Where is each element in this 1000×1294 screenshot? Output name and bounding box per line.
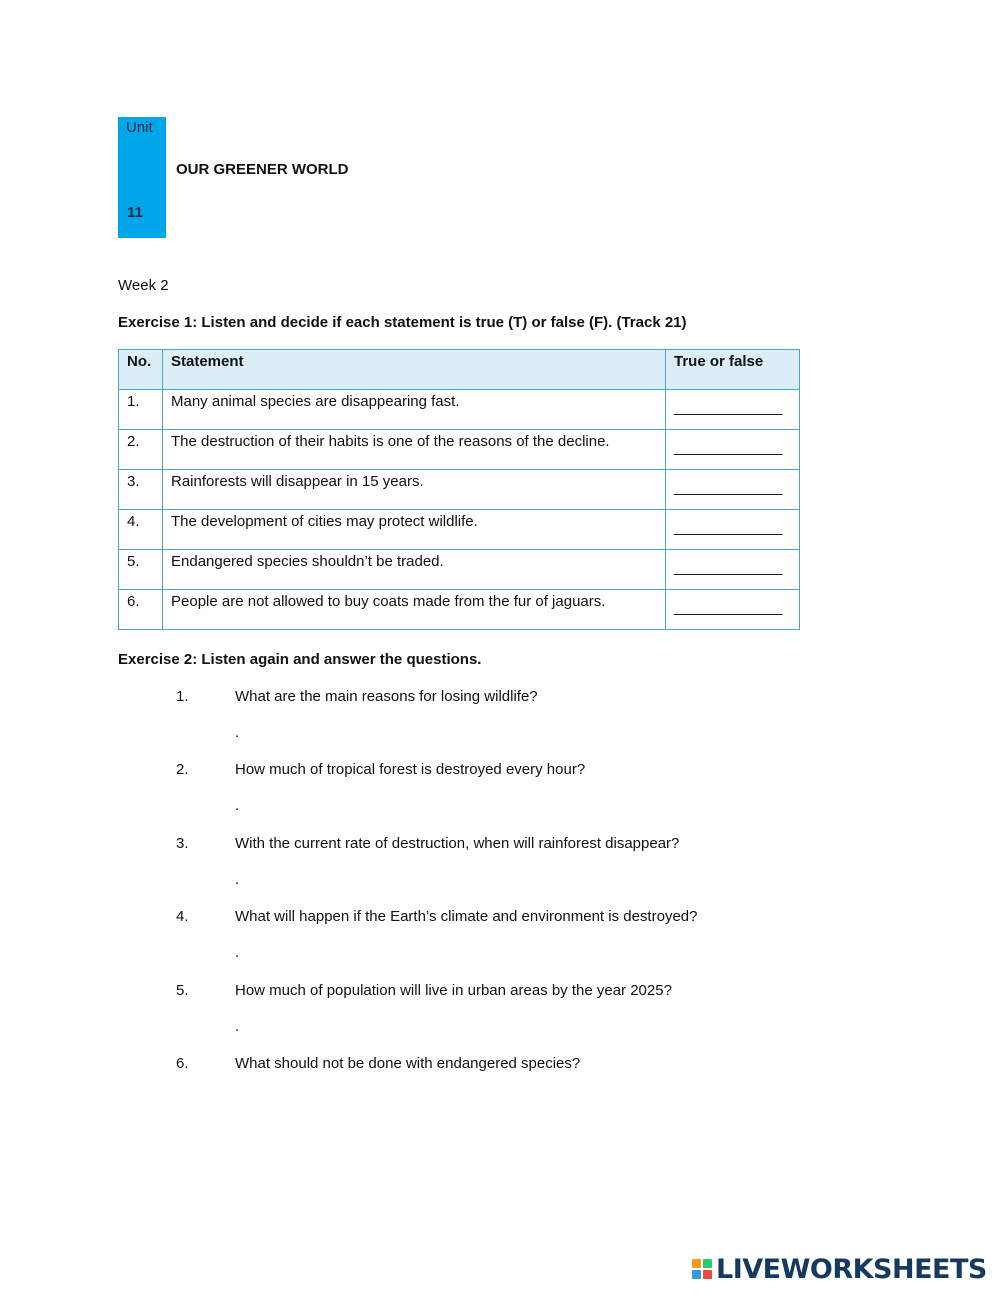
answer-blank[interactable]: _____________	[666, 550, 800, 590]
logo-square-icon	[703, 1270, 712, 1279]
question-text: With the current rate of destruction, when will rainforest disappear?	[235, 834, 680, 852]
answer-blank[interactable]: _____________	[666, 510, 800, 550]
table-row	[119, 390, 800, 430]
question-text: What should not be done with endangered species?	[235, 1054, 581, 1072]
liveworksheets-logo	[692, 1253, 987, 1285]
table-row	[119, 510, 800, 550]
answer-field[interactable]: .	[235, 724, 240, 741]
row-number: 4.	[119, 510, 163, 550]
answer-blank[interactable]: _____________	[666, 430, 800, 470]
question-number: 3.	[176, 834, 189, 852]
table-row	[119, 430, 800, 470]
logo-square-icon	[703, 1259, 712, 1268]
week-label: Week 2	[118, 277, 169, 294]
logo-text: LIVEWORKSHEETS	[716, 1253, 987, 1285]
table-row	[119, 590, 800, 630]
row-number: 5.	[119, 550, 163, 590]
answer-field[interactable]: .	[235, 944, 240, 962]
row-statement: People are not allowed to buy coats made from the fur of jaguars.	[163, 590, 666, 630]
question-number: 6.	[176, 1054, 189, 1072]
row-statement: Endangered species shouldn’t be traded.	[163, 550, 666, 590]
row-number: 3.	[119, 470, 163, 510]
question-text: How much of population will live in urban areas by the year 2025?	[235, 981, 672, 999]
unit-number: 11	[127, 204, 143, 221]
true-false-table	[118, 349, 800, 630]
answer-field[interactable]: .	[235, 870, 240, 888]
row-statement: Many animal species are disappearing fast.	[163, 390, 666, 430]
answer-blank[interactable]: _____________	[666, 390, 800, 430]
logo-grid-icon	[692, 1259, 712, 1279]
list-item	[0, 1053, 1000, 1126]
answer-field[interactable]: .	[235, 1017, 240, 1035]
row-number: 6.	[119, 590, 163, 630]
table-header-row	[119, 350, 800, 390]
list-item	[0, 686, 1000, 759]
row-number: 2.	[119, 430, 163, 470]
column-header-true-false: True or false	[666, 350, 800, 390]
page-title: OUR GREENER WORLD	[176, 161, 349, 178]
list-item	[0, 906, 1000, 979]
logo-square-icon	[692, 1270, 701, 1279]
exercise1-heading: Exercise 1: Listen and decide if each statement is true (T) or false (F). (Track 21)	[118, 314, 687, 331]
list-item	[0, 759, 1000, 832]
question-number: 5.	[176, 981, 189, 999]
question-text: What will happen if the Earth’s climate and environment is destroyed?	[235, 908, 698, 926]
logo-square-icon	[692, 1259, 701, 1268]
answer-blank[interactable]: _____________	[666, 590, 800, 630]
row-number: 1.	[119, 390, 163, 430]
row-statement: The development of cities may protect wildlife.	[163, 510, 666, 550]
question-list	[0, 686, 1000, 1126]
question-number: 4.	[176, 908, 189, 926]
row-statement: Rainforests will disappear in 15 years.	[163, 470, 666, 510]
column-header-statement: Statement	[163, 350, 666, 390]
question-number: 2.	[176, 761, 189, 779]
column-header-no: No.	[119, 350, 163, 390]
row-statement: The destruction of their habits is one of the reasons of the decline.	[163, 430, 666, 470]
answer-blank[interactable]: _____________	[666, 470, 800, 510]
question-number: 1.	[176, 688, 189, 705]
table-row	[119, 550, 800, 590]
unit-label: Unit	[126, 119, 153, 136]
question-text: What are the main reasons for losing wildlife?	[235, 688, 538, 705]
exercise2-heading: Exercise 2: Listen again and answer the questions.	[118, 651, 482, 668]
list-item	[0, 833, 1000, 906]
list-item	[0, 980, 1000, 1053]
answer-field[interactable]: .	[235, 797, 240, 815]
question-text: How much of tropical forest is destroyed every hour?	[235, 761, 586, 779]
table-row	[119, 470, 800, 510]
